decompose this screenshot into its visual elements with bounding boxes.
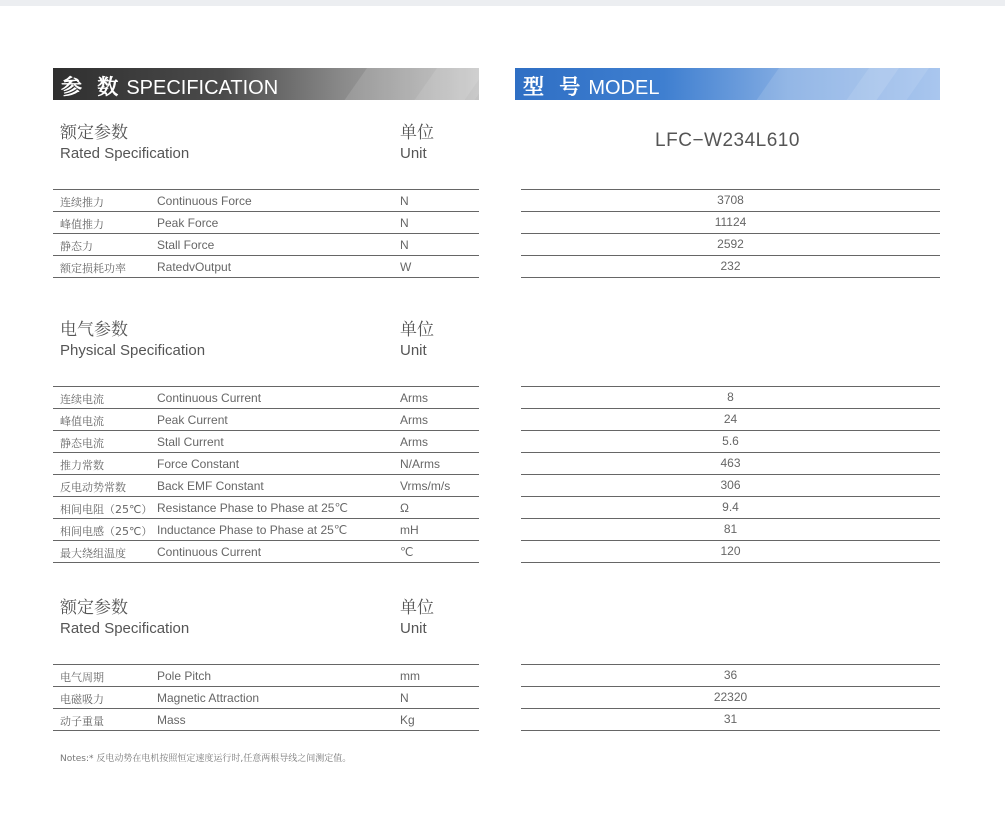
section-1-title: 额定参数 Rated Specification [60,123,190,162]
section-2-values [521,386,940,563]
value-row: 36 [521,665,940,687]
param-name-cn: 连续电流 [60,393,104,406]
param-unit: N [400,691,409,705]
model-header-cn: 型 号 [523,75,585,99]
param-unit: N [400,194,409,208]
param-name-cn: 峰值电流 [60,415,104,428]
section-2-title: 电气参数 Physical Specification [60,320,206,359]
param-unit: ℃ [400,545,414,559]
value-row: 24 [521,409,940,431]
param-unit: Arms [400,413,428,427]
table-row [53,497,479,519]
value-row: 463 [521,453,940,475]
param-name-en: Pole Pitch [157,669,212,683]
value-row: 9.4 [521,497,940,519]
value-row: 8 [521,387,940,409]
value-row: 22320 [521,687,940,709]
param-name-cn: 连续推力 [60,196,104,209]
param-unit: Arms [400,435,428,449]
value-row: 2592 [521,234,940,256]
table-row [53,665,479,687]
specification-header-cn: 参 数 [61,75,123,99]
section-2-unit-heading: 单位 Unit [400,320,434,359]
param-name-en: RatedvOutput [157,260,232,274]
section-3-title: 额定参数 Rated Specification [60,598,190,637]
section-3-unit-heading: 单位 Unit [400,598,434,637]
specification-header-en: SPECIFICATION [126,77,279,99]
param-unit: N/Arms [400,457,440,471]
section-2-table [53,386,479,563]
param-name-en: Stall Force [157,238,215,252]
table-row [53,519,479,541]
section-3-table [53,664,479,731]
param-name-cn: 静态力 [60,240,93,253]
param-unit: N [400,216,409,230]
param-name-en: Continuous Current [157,391,262,405]
param-name-cn: 电磁吸力 [60,693,104,706]
model-header-en: MODEL [588,77,660,99]
param-name-en: Resistance Phase to Phase at 25℃ [157,501,348,515]
value-row: 11124 [521,212,940,234]
param-name-en: Force Constant [157,457,240,471]
param-name-en: Inductance Phase to Phase at 25℃ [157,523,348,537]
param-name-en: Continuous Force [157,194,252,208]
param-name-en: Peak Current [157,413,228,427]
top-bar [0,0,1005,6]
model-header [515,68,940,100]
param-name-cn: 最大绕组温度 [60,547,126,560]
value-row: 81 [521,519,940,541]
param-unit: Kg [400,713,415,727]
table-row [53,212,479,234]
table-row [53,234,479,256]
table-row [53,409,479,431]
param-name-cn: 电气周期 [60,671,104,684]
value-row: 3708 [521,190,940,212]
param-name-cn: 反电动势常数 [60,481,126,494]
param-unit: N [400,238,409,252]
section-1-values [521,189,940,278]
param-name-cn: 动子重量 [60,715,104,728]
param-name-cn: 峰值推力 [60,218,104,231]
table-row [53,453,479,475]
param-unit: Ω [400,501,409,515]
value-row: 5.6 [521,431,940,453]
table-row [53,387,479,409]
param-unit: W [400,260,412,274]
table-row [53,687,479,709]
param-name-en: Mass [157,713,186,727]
param-name-cn: 静态电流 [60,437,104,450]
value-row: 232 [521,256,940,278]
param-name-cn: 相间电感（25℃） [60,525,153,538]
table-row [53,431,479,453]
footnote: Notes:* 反电动势在电机按照恒定速度运行时,任意两根导线之间测定值。 [60,754,352,764]
table-row [53,256,479,278]
param-name-cn: 额定损耗功率 [60,262,126,275]
param-name-en: Stall Current [157,435,224,449]
value-row: 31 [521,709,940,731]
section-1-table [53,189,479,278]
model-name: LFC−W234L610 [655,130,800,151]
param-name-en: Peak Force [157,216,219,230]
param-name-en: Magnetic Attraction [157,691,260,705]
param-name-cn: 推力常数 [60,459,104,472]
section-3-values [521,664,940,731]
value-row: 120 [521,541,940,563]
param-unit: Arms [400,391,428,405]
table-row [53,709,479,731]
param-unit: Vrms/m/s [400,479,451,493]
param-name-en: Back EMF Constant [157,479,264,493]
section-1-unit-heading: 单位 Unit [400,123,434,162]
table-row [53,541,479,563]
param-unit: mH [400,523,419,537]
param-name-cn: 相间电阻（25℃） [60,503,153,516]
table-row [53,475,479,497]
specification-header [53,68,479,100]
table-row [53,190,479,212]
param-unit: mm [400,669,420,683]
value-row: 306 [521,475,940,497]
param-name-en: Continuous Current [157,545,262,559]
